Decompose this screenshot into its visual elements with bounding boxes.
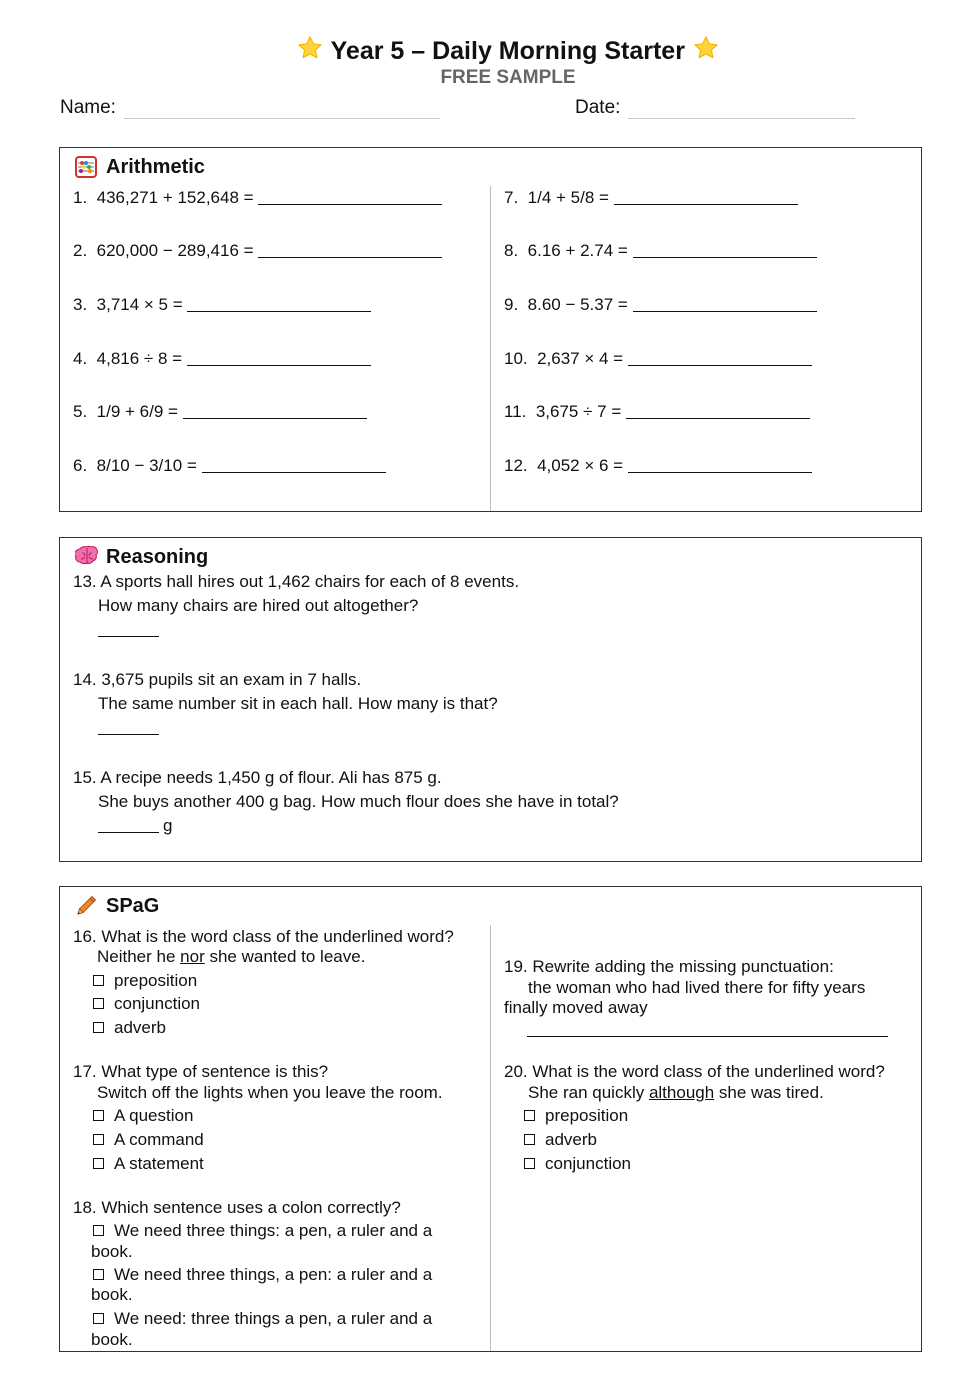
spag-divider — [490, 925, 491, 1351]
question-14: 14. 3,675 pupils sit an exam in 7 halls. — [73, 670, 362, 689]
q16-option-conjunction[interactable]: conjunction — [93, 994, 200, 1014]
answer-blank-9[interactable] — [633, 297, 817, 312]
answer-blank-1[interactable] — [258, 190, 442, 205]
question-13: 13. A sports hall hires out 1,462 chairs for each of 8 events. — [73, 572, 520, 591]
checkbox[interactable] — [93, 1269, 104, 1280]
checkbox[interactable] — [93, 998, 104, 1009]
reasoning-title: Reasoning — [106, 546, 209, 568]
checkbox[interactable] — [524, 1158, 535, 1169]
question-10: 10. 2,637 × 4 = — [504, 349, 812, 369]
name-label: Name: — [60, 97, 116, 118]
q20-option-adverb[interactable]: adverb — [524, 1130, 597, 1150]
checkbox[interactable] — [93, 1158, 104, 1169]
question-12: 12. 4,052 × 6 = — [504, 456, 812, 476]
answer-line-19[interactable] — [527, 1036, 888, 1037]
q17-option-command[interactable]: A command — [93, 1130, 204, 1150]
question-20: 20. What is the word class of the underlined word? — [504, 1062, 885, 1081]
question-5: 5. 1/9 + 6/9 = — [73, 402, 367, 422]
q16-option-preposition[interactable]: preposition — [93, 971, 197, 991]
question-6: 6. 8/10 − 3/10 = — [73, 456, 386, 476]
question-1: 1. 436,271 + 152,648 = — [73, 188, 442, 208]
answer-blank-2[interactable] — [258, 243, 442, 258]
page-subtitle: FREE SAMPLE — [440, 67, 576, 88]
question-16: 16. What is the word class of the underlined word? — [73, 927, 454, 946]
question-20-sentence: She ran quickly although she was tired. — [528, 1083, 824, 1102]
star-icon — [692, 34, 720, 69]
question-15: 15. A recipe needs 1,450 g of flour. Ali has 875 g. — [73, 768, 442, 787]
question-3: 3. 3,714 × 5 = — [73, 295, 371, 315]
question-18: 18. Which sentence uses a colon correctly? — [73, 1198, 401, 1217]
answer-blank-13[interactable] — [98, 622, 159, 637]
q18-option-1[interactable]: We need three things: a pen, a ruler and a — [93, 1221, 432, 1241]
q18-option-2-line2: book. — [91, 1285, 133, 1304]
checkbox[interactable] — [93, 975, 104, 986]
question-11: 11. 3,675 ÷ 7 = — [504, 402, 810, 422]
q17-option-statement[interactable]: A statement — [93, 1154, 204, 1174]
question-19: 19. Rewrite adding the missing punctuation: — [504, 957, 834, 976]
checkbox[interactable] — [524, 1134, 535, 1145]
checkbox[interactable] — [93, 1110, 104, 1121]
answer-blank-14[interactable] — [98, 720, 159, 735]
question-19-line3: finally moved away — [504, 998, 648, 1017]
answer-blank-4[interactable] — [187, 351, 371, 366]
page-title — [0, 34, 970, 69]
arithmetic-title: Arithmetic — [106, 156, 205, 178]
answer-blank-8[interactable] — [633, 243, 817, 258]
question-9: 9. 8.60 − 5.37 = — [504, 295, 817, 315]
q18-option-1-line2: book. — [91, 1242, 133, 1261]
question-14-line2: The same number sit in each hall. How many is that? — [98, 694, 498, 713]
answer-blank-10[interactable] — [628, 351, 812, 366]
question-17-sentence: Switch off the lights when you leave the room. — [97, 1083, 443, 1102]
question-19-line2: the woman who had lived there for fifty years — [528, 978, 866, 997]
checkbox[interactable] — [93, 1313, 104, 1324]
question-2: 2. 620,000 − 289,416 = — [73, 241, 442, 261]
answer-blank-11[interactable] — [626, 404, 810, 419]
question-13-answer — [98, 620, 159, 640]
question-16-sentence: Neither he nor she wanted to leave. — [97, 947, 366, 966]
answer-blank-3[interactable] — [187, 297, 371, 312]
q20-option-preposition[interactable]: preposition — [524, 1106, 628, 1126]
question-15-line2: She buys another 400 g bag. How much flour does she have in total? — [98, 792, 619, 811]
checkbox[interactable] — [93, 1225, 104, 1236]
question-13-line2: How many chairs are hired out altogether? — [98, 596, 419, 615]
question-14-answer — [98, 718, 159, 738]
answer-blank-5[interactable] — [183, 404, 367, 419]
arithmetic-divider — [490, 186, 491, 511]
page-title-text: Year 5 – Daily Morning Starter — [330, 37, 685, 65]
question-8: 8. 6.16 + 2.74 = — [504, 241, 817, 261]
brain-icon — [75, 545, 99, 572]
checkbox[interactable] — [93, 1022, 104, 1033]
date-label: Date: — [575, 97, 621, 118]
checkbox[interactable] — [93, 1134, 104, 1145]
spag-title: SPaG — [106, 895, 160, 917]
pencil-icon — [74, 894, 98, 923]
name-field[interactable] — [124, 118, 440, 119]
question-4: 4. 4,816 ÷ 8 = — [73, 349, 371, 369]
answer-blank-7[interactable] — [614, 190, 798, 205]
checkbox[interactable] — [524, 1110, 535, 1121]
q18-option-2[interactable]: We need three things, a pen: a ruler and a — [93, 1265, 432, 1285]
unit-label: g — [163, 816, 173, 835]
q20-option-conjunction[interactable]: conjunction — [524, 1154, 631, 1174]
question-17: 17. What type of sentence is this? — [73, 1062, 329, 1081]
q16-option-adverb[interactable]: adverb — [93, 1018, 166, 1038]
answer-blank-15[interactable] — [98, 818, 159, 833]
q18-option-3-line2: book. — [91, 1330, 133, 1349]
star-icon — [296, 34, 324, 69]
q18-option-3[interactable]: We need: three things a pen, a ruler and a — [93, 1309, 432, 1329]
q17-option-question[interactable]: A question — [93, 1106, 193, 1126]
question-15-answer — [98, 816, 172, 836]
answer-blank-12[interactable] — [628, 458, 812, 473]
date-field[interactable] — [628, 118, 855, 119]
abacus-icon — [75, 156, 97, 183]
answer-blank-6[interactable] — [202, 458, 386, 473]
question-7: 7. 1/4 + 5/8 = — [504, 188, 798, 208]
